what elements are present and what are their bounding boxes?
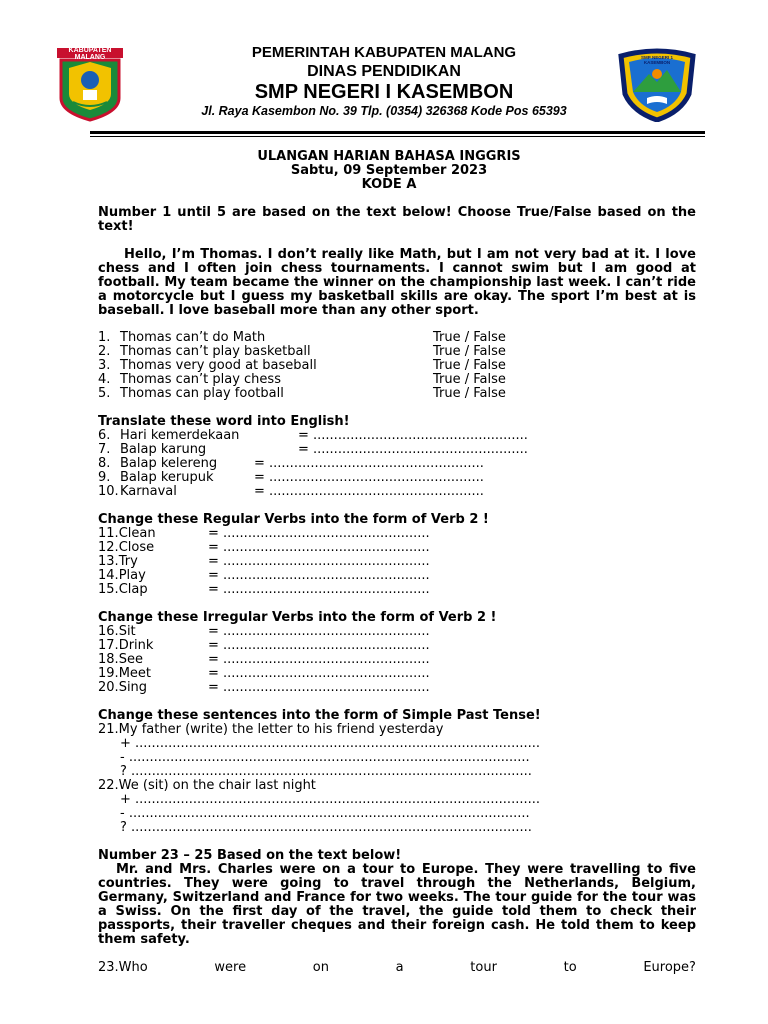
answer-blank: = .................................................. xyxy=(208,540,430,555)
gov-name: PEMERINTAH KABUPATEN MALANG xyxy=(251,44,517,61)
exam-date: Sabtu, 09 September 2023 xyxy=(290,163,488,178)
true-false-choice: True / False xyxy=(433,358,506,373)
section3-heading: Change these Regular Verbs into the form of Verb 2 ! xyxy=(98,512,489,527)
list-item: 2. Thomas can’t play basketball xyxy=(98,344,311,359)
list-item: 6. Hari kemerdekaan xyxy=(98,428,240,443)
answer-blank: = .................................................. xyxy=(208,638,430,653)
section1-passage: Hello, I’m Thomas. I don’t really like Math, but I am not very bad at it. I love chess and I often join chess tournaments. I cannot swim but I am good at football. My team became the winner on the championship last week. I can’t ride a motorcycle but I guess my basketball skills are okay. The sport I’m best at is baseball. I love baseball more than any other sport. xyxy=(98,247,696,318)
list-item: 20.Sing xyxy=(98,680,148,695)
school-name: SMP NEGERI I KASEMBON xyxy=(254,81,514,103)
school-address: Jl. Raya Kasembon No. 39 Tlp. (0354) 326368 Kode Pos 65393 xyxy=(201,104,567,118)
right-logo-text: SMP NEGERI 1 KASEMBON xyxy=(641,55,673,65)
answer-blank-positive: + .................................................................................................. xyxy=(120,736,540,751)
answer-blank: = .................................................... xyxy=(298,442,528,457)
answer-blank: = .................................................. xyxy=(208,568,430,583)
section2-heading: Translate these word into English! xyxy=(98,414,350,429)
answer-blank: = .................................................. xyxy=(208,624,430,639)
answer-blank: = .................................................... xyxy=(254,456,484,471)
exam-code: KODE A xyxy=(361,177,417,192)
list-item: 10.Karnaval xyxy=(98,484,177,499)
list-item: 19.Meet xyxy=(98,666,151,681)
list-item: 8. Balap kelereng xyxy=(98,456,218,471)
question-23: 23.Who were on a tour to Europe? xyxy=(98,960,696,975)
true-false-choice: True / False xyxy=(433,344,506,359)
list-item: 14.Play xyxy=(98,568,146,583)
list-item: 15.Clap xyxy=(98,582,148,597)
question-22: 22.We (sit) on the chair last night xyxy=(98,778,316,793)
answer-blank: = .................................................... xyxy=(298,428,528,443)
list-item: 13.Try xyxy=(98,554,138,569)
list-item: 12.Close xyxy=(98,540,155,555)
list-item: 16.Sit xyxy=(98,624,136,639)
list-item: 5. Thomas can play football xyxy=(98,386,284,401)
list-item: 9. Balap kerupuk xyxy=(98,470,214,485)
section1-instruction: Number 1 until 5 are based on the text below! Choose True/False based on the text! xyxy=(98,205,696,234)
list-item: 1. Thomas can’t do Math xyxy=(98,330,266,345)
answer-blank-negative: - ................................................................................................. xyxy=(120,750,530,765)
letterhead-rule-thick xyxy=(90,131,705,134)
true-false-choice: True / False xyxy=(433,372,506,387)
answer-blank-interrogative: ? ................................................................................................. xyxy=(120,820,532,835)
answer-blank-interrogative: ? ................................................................................................. xyxy=(120,764,532,779)
answer-blank: = .................................................. xyxy=(208,554,430,569)
list-item: 11.Clean xyxy=(98,526,156,541)
answer-blank: = .................................................. xyxy=(208,680,430,695)
list-item: 17.Drink xyxy=(98,638,154,653)
answer-blank: = .................................................. xyxy=(208,666,430,681)
list-item: 3. Thomas very good at baseball xyxy=(98,358,317,373)
letterhead-rule-thin xyxy=(90,136,705,137)
left-logo-text: KABUPATEN MALANG xyxy=(68,47,112,61)
answer-blank: = .................................................... xyxy=(254,470,484,485)
question-21: 21.My father (write) the letter to his friend yesterday xyxy=(98,722,444,737)
answer-blank-negative: - ................................................................................................. xyxy=(120,806,530,821)
section6-passage: Mr. and Mrs. Charles were on a tour to Europe. They were travelling to five countries. They were going to travel through the Netherlands, Belgium, Germany, Switzerland and France for two weeks. The tour guide for the tour was a Swiss. On the first day of the travel, the guide told them to check their passports, their traveller cheques and their foreign cash. He told them to keep them safety. xyxy=(98,862,696,947)
exam-title: ULANGAN HARIAN BAHASA INGGRIS xyxy=(257,149,521,164)
section4-heading: Change these Irregular Verbs into the form of Verb 2 ! xyxy=(98,610,497,625)
list-item: 4. Thomas can’t play chess xyxy=(98,372,281,387)
answer-blank: = .................................................. xyxy=(208,582,430,597)
section5-heading: Change these sentences into the form of Simple Past Tense! xyxy=(98,708,541,723)
answer-blank: = .................................................... xyxy=(254,484,484,499)
answer-blank-positive: + .................................................................................................. xyxy=(120,792,540,807)
true-false-choice: True / False xyxy=(433,330,506,345)
list-item: 18.See xyxy=(98,652,143,667)
true-false-choice: True / False xyxy=(433,386,506,401)
answer-blank: = .................................................. xyxy=(208,526,430,541)
section6-heading: Number 23 – 25 Based on the text below! xyxy=(98,848,402,863)
answer-blank: = .................................................. xyxy=(208,652,430,667)
list-item: 7. Balap karung xyxy=(98,442,207,457)
department-name: DINAS PENDIDIKAN xyxy=(307,63,461,80)
